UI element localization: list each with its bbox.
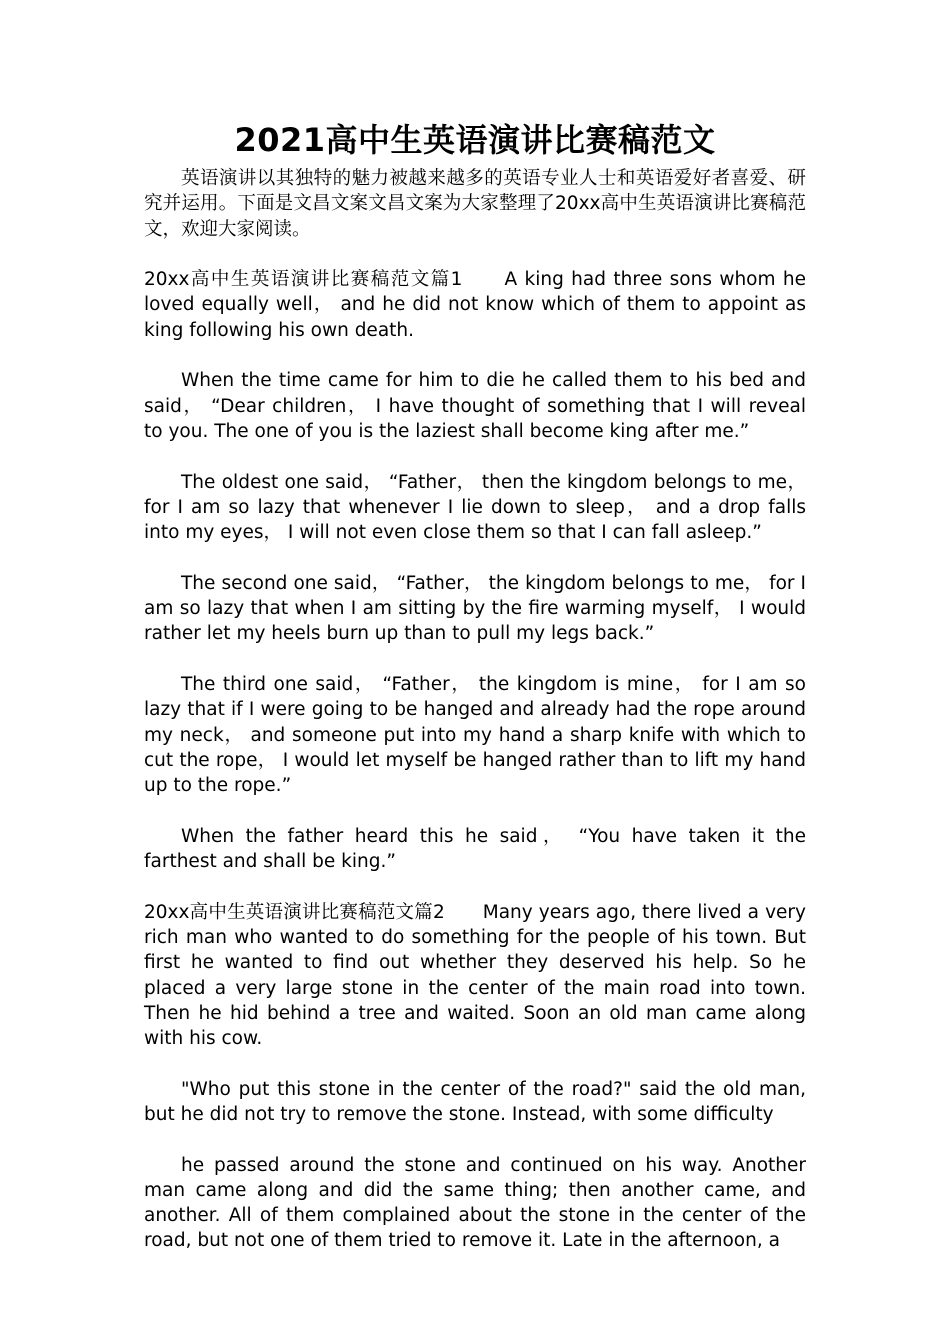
section-1-paragraph-1: When the time came for him to die he called them to his bed and said， “Dear children， I have thought of something that I will reveal to you. The one of you is the laziest shall become king after me.”: [144, 370, 806, 442]
paragraph-gap: [144, 647, 806, 672]
section-1-heading: 20xx高中生英语演讲比赛稿范文篇1: [144, 269, 463, 291]
document-title: 2021高中生英语演讲比赛稿范文: [234, 121, 716, 159]
section-2-first-text: Many years ago, there lived a very rich man who wanted to do something for the people of his town. But first he wanted to find out whether they deserved his help. So he placed a very large stone in the center of the main road into town. Then he hid behind a tree and waited. Soon an old man came along with his cow.: [144, 901, 806, 1050]
section-1-paragraph-3: The second one said， “Father， the kingdom belongs to me， for I am so lazy that when I am sitting by the fire warming myself， I would rather let my heels burn up than to pull my legs back.”: [144, 572, 806, 645]
section-1-first-text: A king had three sons whom he loved equally well， and he did not know which of them to appoint as king following his own death.: [144, 269, 806, 341]
document-page: [144, 118, 806, 1254]
paragraph-gap: [144, 798, 806, 823]
section-2-opening: [144, 900, 806, 1052]
section-2-paragraph-2: he passed around the stone and continued on his way. Another man came along and did the same thing; then another came, and another. All of them complained about the stone in the center of the road, but not one of them tried to remove it. Late in the afternoon, a: [144, 1154, 806, 1252]
intro-paragraph: 英语演讲以其独特的魅力被越来越多的英语专业人士和英语爱好者喜爱、研究并运用。下面是文昌文案文昌文案为大家整理了20xx高中生英语演讲比赛稿范文，欢迎大家阅读。: [144, 168, 806, 240]
section-2-heading: 20xx高中生英语演讲比赛稿范文篇2: [144, 901, 445, 923]
section-1-paragraph-4: The third one said， “Father， the kingdom is mine， for I am so lazy that if I were going to be hanged and already had the rope around my neck， and someone put into my hand a sharp knife with which to cut the rope， I would let myself be hanged rather than to lift my hand up to the rope.”: [144, 673, 806, 797]
paragraph-gap: [144, 242, 806, 267]
section-2-paragraph-1: "Who put this stone in the center of the road?" said the old man, but he did not try to remove the stone. Instead, with some difficulty: [144, 1078, 806, 1125]
section-1-paragraph-2: The oldest one said， “Father， then the kingdom belongs to me， for I am so lazy that whenever I lie down to sleep， and a drop falls into my eyes， I will not even close them so that I can fall asleep.”: [144, 471, 806, 544]
section-1-opening: [144, 267, 806, 343]
paragraph-gap: [144, 545, 806, 570]
paragraph-gap: [144, 343, 806, 368]
paragraph-gap: [144, 1127, 806, 1152]
section-1-paragraph-5: When the father heard this he said， “You have taken it the farthest and shall be king.”: [144, 825, 806, 873]
paragraph-gap: [144, 1051, 806, 1076]
paragraph-gap: [144, 874, 806, 899]
paragraph-gap: [144, 444, 806, 469]
